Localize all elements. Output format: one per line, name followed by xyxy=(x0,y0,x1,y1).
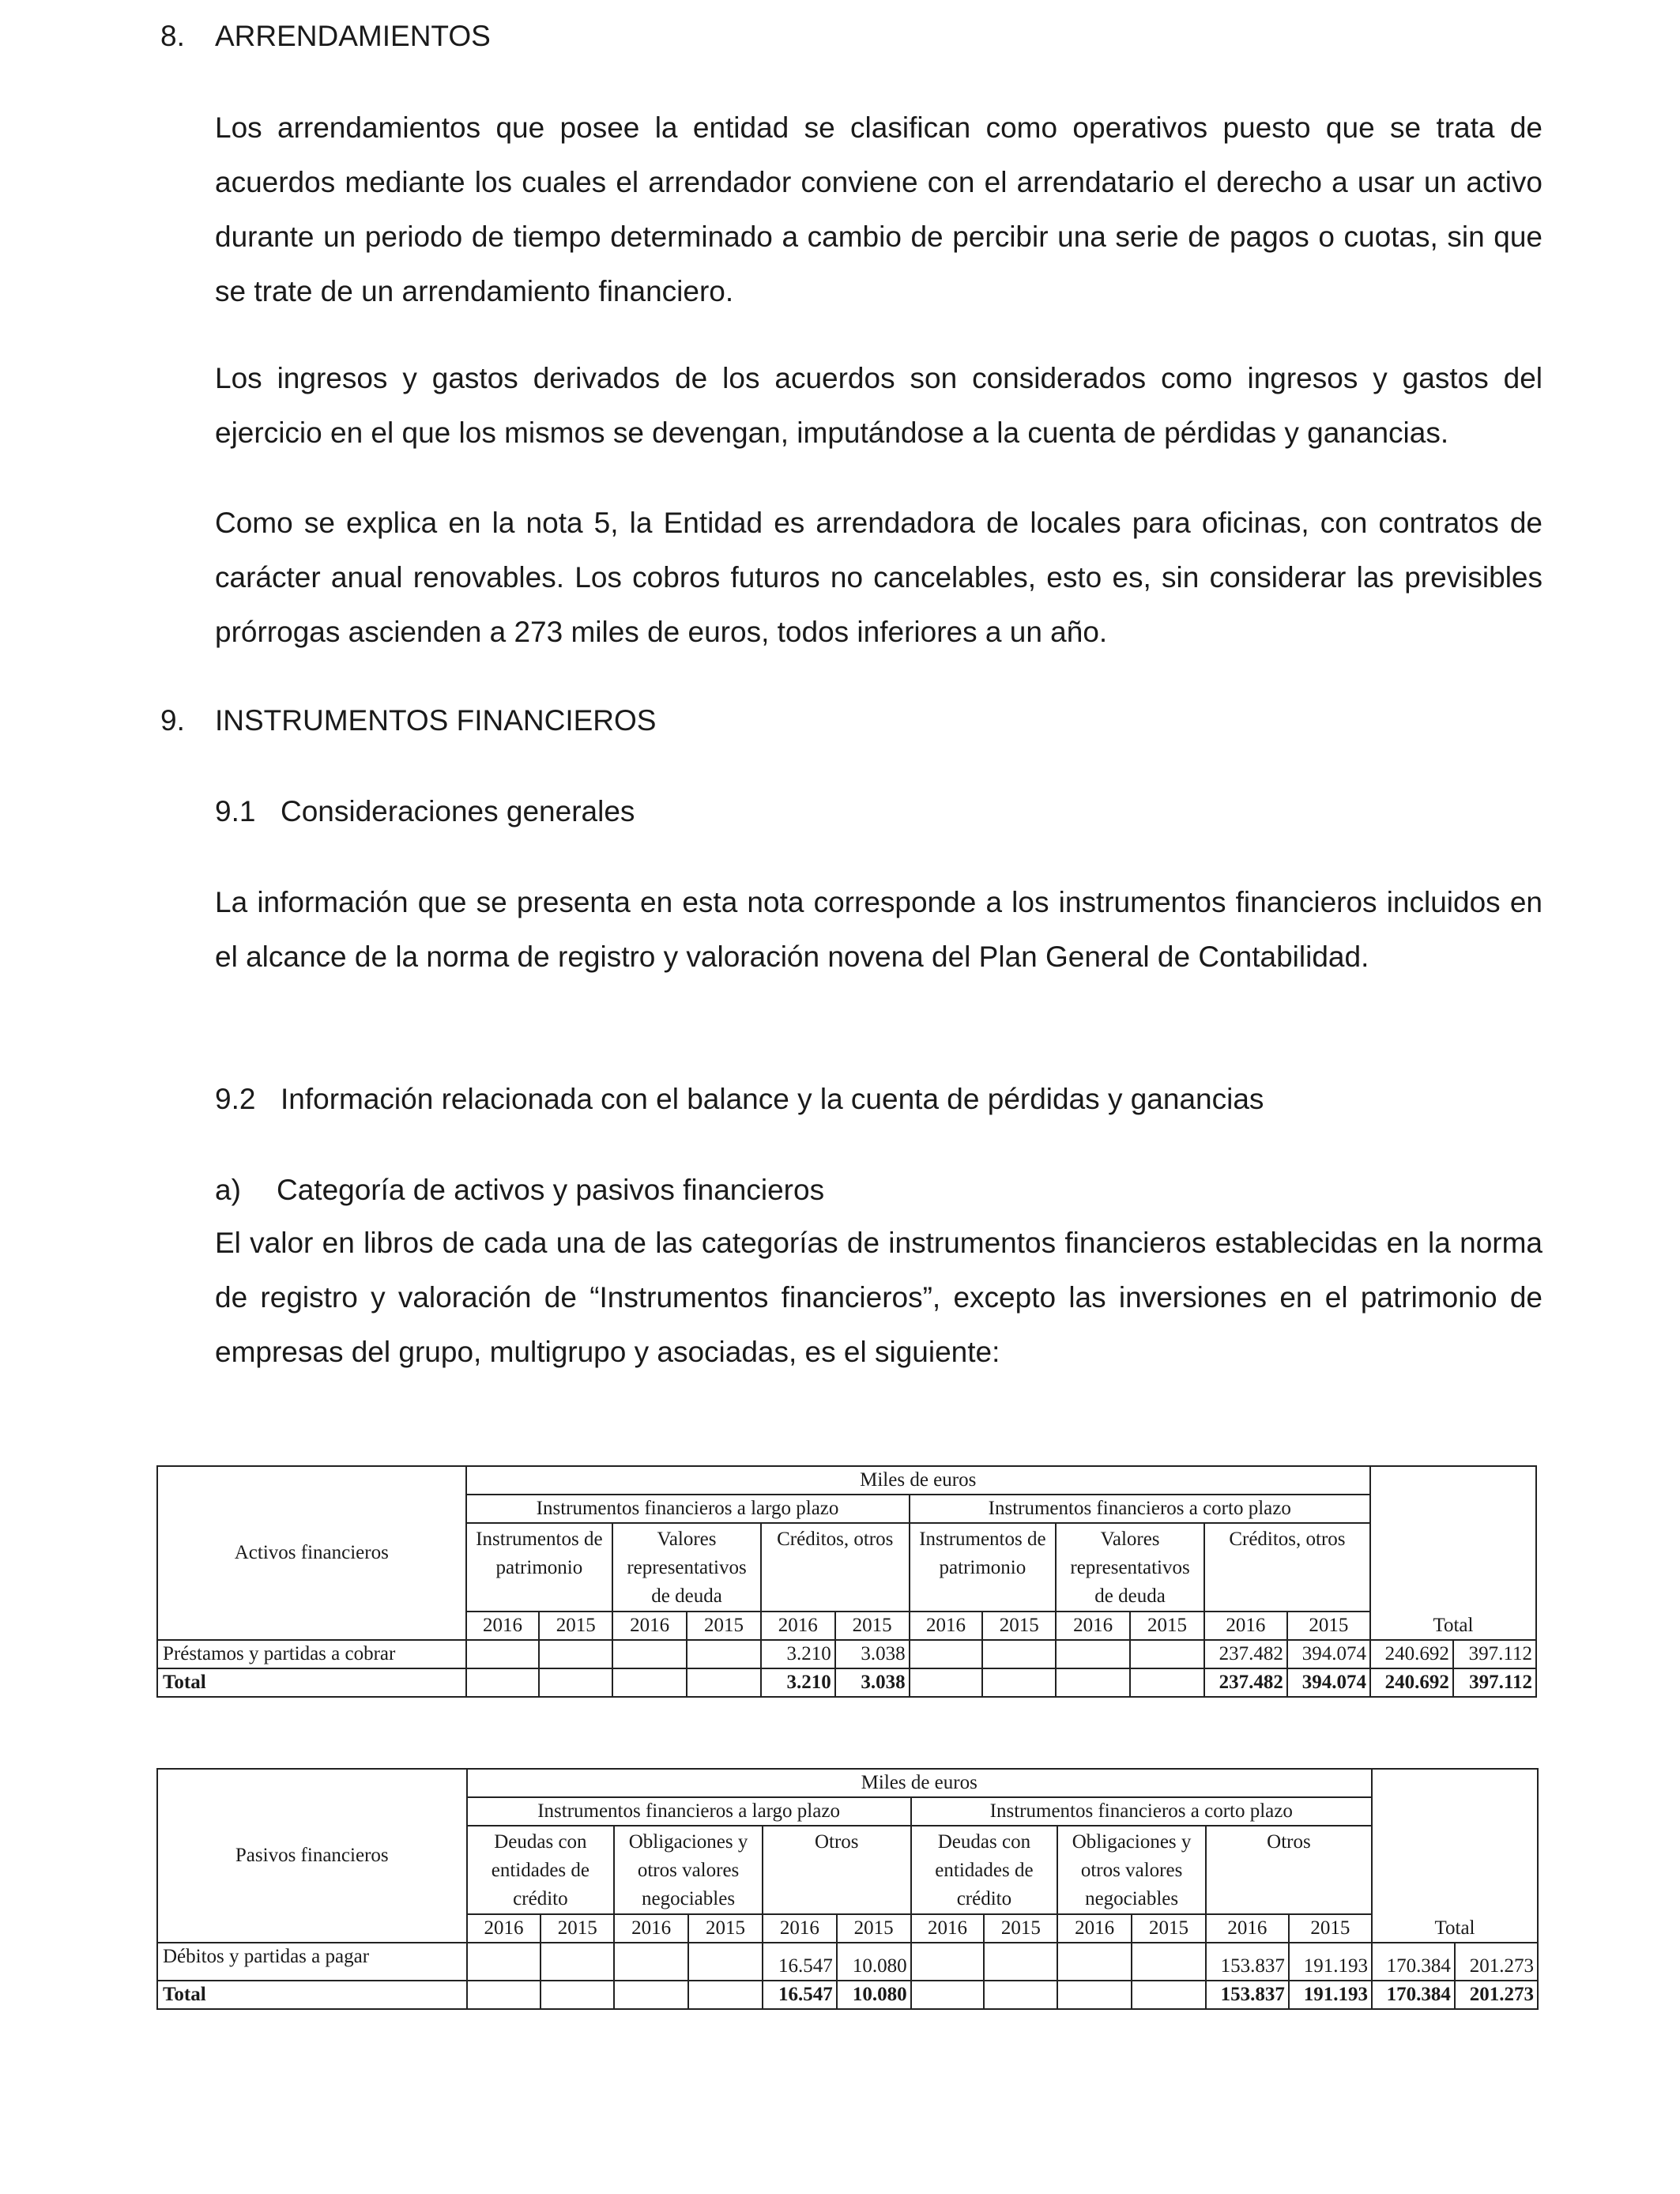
section-9-number: 9. xyxy=(160,704,185,737)
table-cell xyxy=(1132,1981,1206,2009)
table-cell xyxy=(614,1981,688,2009)
table-cell xyxy=(612,1668,687,1697)
table-row-label: Préstamos y partidas a cobrar xyxy=(157,1640,466,1668)
table-cell xyxy=(688,1981,763,2009)
activos-long-term-header: Instrumentos financieros a largo plazo xyxy=(466,1495,910,1523)
table-cell xyxy=(1057,1943,1132,1981)
pasivos-st-otros-header: Otros xyxy=(1206,1826,1372,1914)
table-cell xyxy=(687,1668,761,1697)
table-cell xyxy=(614,1943,688,1981)
table-cell xyxy=(612,1640,687,1668)
item-a-paragraph: El valor en libros de cada una de las categorías de instrumentos financieros establecidas en la norma de registro y valoración de “Instrumentos financieros”, excepto las inversiones en el patrimonio de empresas del grupo, multigrupo y asociadas, es el siguiente: xyxy=(215,1227,1543,1368)
table-cell: 16.547 xyxy=(763,1981,837,2009)
table-cell: 394.074 xyxy=(1287,1668,1370,1697)
subsection-9-2-number: 9.2 xyxy=(215,1083,256,1115)
year-header: 2016 xyxy=(911,1914,985,1943)
year-header: 2016 xyxy=(1057,1914,1132,1943)
table-cell xyxy=(539,1640,612,1668)
year-header: 2016 xyxy=(467,1914,541,1943)
year-header: 2015 xyxy=(835,1612,910,1640)
pasivos-lt-deudas-header: Deudas con entidades de crédito xyxy=(467,1826,615,1914)
table-cell xyxy=(1057,1981,1132,2009)
year-header: 2015 xyxy=(541,1914,614,1943)
section-8-title: ARRENDAMIENTOS xyxy=(215,20,491,52)
table-cell xyxy=(541,1981,614,2009)
activos-row-header: Activos financieros xyxy=(157,1466,466,1640)
year-header: 2015 xyxy=(1132,1914,1206,1943)
pasivos-lt-otros-header: Otros xyxy=(763,1826,911,1914)
pasivos-unit-header: Miles de euros xyxy=(467,1769,1372,1797)
table-cell xyxy=(1056,1640,1130,1668)
pasivos-st-deudas-header: Deudas con entidades de crédito xyxy=(911,1826,1058,1914)
subsection-9-1-title: Consideraciones generales xyxy=(281,795,635,827)
section-8-paragraph-1: Los arrendamientos que posee la entidad se clasifican como operativos puesto que se trata de acuerdos mediante los cuales el arrendador conviene con el arrendatario el derecho a usar un activo durante un periodo de tiempo determinado a cambio de percibir una serie de pagos o cuotas, sin que se trate de un arrendamiento financiero. xyxy=(215,111,1543,307)
year-header: 2015 xyxy=(688,1914,763,1943)
table-cell xyxy=(984,1943,1057,1981)
pasivos-long-term-header: Instrumentos financieros a largo plazo xyxy=(467,1797,911,1826)
activos-short-term-header: Instrumentos financieros a corto plazo xyxy=(910,1495,1370,1523)
activos-total-header: Total xyxy=(1370,1466,1536,1640)
table-cell: 170.384 xyxy=(1372,1981,1455,2009)
table-cell xyxy=(911,1943,985,1981)
table-cell: 201.273 xyxy=(1455,1943,1538,1981)
section-9-title: INSTRUMENTOS FINANCIEROS xyxy=(215,704,657,737)
table-cell: 237.482 xyxy=(1204,1640,1287,1668)
section-8-paragraph-3: Como se explica en la nota 5, la Entidad es arrendadora de locales para oficinas, con contratos de carácter anual renovables. Los cobros futuros no cancelables, esto es, sin considerar las previsibles prórrogas ascienden a 273 miles de euros, todos inferiores a un año. xyxy=(215,507,1543,648)
year-header: 2015 xyxy=(1130,1612,1204,1640)
table-cell xyxy=(688,1943,763,1981)
table-cell: 191.193 xyxy=(1289,1981,1372,2009)
table-cell: 3.038 xyxy=(835,1640,910,1668)
table-cell: 397.112 xyxy=(1453,1640,1536,1668)
table-cell xyxy=(1130,1668,1204,1697)
table-cell xyxy=(910,1640,983,1668)
table-cell: 397.112 xyxy=(1453,1668,1536,1697)
pasivos-st-obligaciones-header: Obligaciones y otros valores negociables xyxy=(1057,1826,1206,1914)
activos-lt-patrimonio-header: Instrumentos de patrimonio xyxy=(466,1523,613,1612)
table-row-total-label: Total xyxy=(157,1668,466,1697)
table-cell: 3.210 xyxy=(761,1668,835,1697)
year-header: 2016 xyxy=(1206,1914,1289,1943)
item-a-title: Categoría de activos y pasivos financieros xyxy=(277,1174,825,1206)
table-cell: 240.692 xyxy=(1370,1640,1453,1668)
activos-financieros-table xyxy=(156,1465,1537,1698)
year-header: 2016 xyxy=(466,1612,540,1640)
activos-st-patrimonio-header: Instrumentos de patrimonio xyxy=(910,1523,1057,1612)
table-cell: 3.210 xyxy=(761,1640,835,1668)
table-cell: 394.074 xyxy=(1287,1640,1370,1668)
year-header: 2016 xyxy=(1056,1612,1130,1640)
table-cell xyxy=(984,1981,1057,2009)
table-cell xyxy=(1130,1640,1204,1668)
year-header: 2015 xyxy=(837,1914,911,1943)
table-cell: 3.038 xyxy=(835,1668,910,1697)
pasivos-row-header: Pasivos financieros xyxy=(157,1769,467,1943)
table-cell: 201.273 xyxy=(1455,1981,1538,2009)
table-cell xyxy=(539,1668,612,1697)
year-header: 2015 xyxy=(984,1914,1057,1943)
subsection-9-2-title: Información relacionada con el balance y la cuenta de pérdidas y ganancias xyxy=(281,1083,1264,1115)
section-8-number: 8. xyxy=(160,20,185,52)
table-row-total-label: Total xyxy=(157,1981,467,2009)
table-cell: 240.692 xyxy=(1370,1668,1453,1697)
subsection-9-1-number: 9.1 xyxy=(215,795,256,827)
year-header: 2015 xyxy=(539,1612,612,1640)
table-cell xyxy=(911,1981,985,2009)
year-header: 2015 xyxy=(687,1612,761,1640)
table-cell xyxy=(687,1640,761,1668)
table-cell: 237.482 xyxy=(1204,1668,1287,1697)
table-cell: 10.080 xyxy=(837,1943,911,1981)
table-cell xyxy=(982,1640,1056,1668)
table-cell xyxy=(466,1668,540,1697)
section-8-paragraph-2: Los ingresos y gastos derivados de los acuerdos son considerados como ingresos y gastos del ejercicio en el que los mismos se devengan, imputándose a la cuenta de pérdidas y ganancias. xyxy=(215,362,1543,449)
table-cell: 16.547 xyxy=(763,1943,837,1981)
table-cell: 153.837 xyxy=(1206,1943,1289,1981)
table-cell: 170.384 xyxy=(1372,1943,1455,1981)
table-cell xyxy=(1132,1943,1206,1981)
item-a-number: a) xyxy=(215,1174,241,1206)
activos-st-valores-header: Valores representativos de deuda xyxy=(1056,1523,1204,1612)
table-row-label: Débitos y partidas a pagar xyxy=(157,1943,467,1981)
year-header: 2016 xyxy=(1204,1612,1287,1640)
year-header: 2016 xyxy=(614,1914,688,1943)
table-cell xyxy=(467,1981,541,2009)
subsection-9-1-paragraph: La información que se presenta en esta nota corresponde a los instrumentos financieros incluidos en el alcance de la norma de registro y valoración novena del Plan General de Contabilidad. xyxy=(215,886,1543,973)
pasivos-short-term-header: Instrumentos financieros a corto plazo xyxy=(911,1797,1372,1826)
table-cell xyxy=(467,1943,541,1981)
year-header: 2016 xyxy=(761,1612,835,1640)
year-header: 2015 xyxy=(1289,1914,1372,1943)
table-cell xyxy=(1056,1668,1130,1697)
year-header: 2016 xyxy=(910,1612,983,1640)
activos-lt-creditos-header: Créditos, otros xyxy=(761,1523,910,1612)
table-cell xyxy=(466,1640,540,1668)
table-cell: 153.837 xyxy=(1206,1981,1289,2009)
activos-unit-header: Miles de euros xyxy=(466,1466,1370,1495)
table-cell xyxy=(910,1668,983,1697)
year-header: 2015 xyxy=(1287,1612,1370,1640)
pasivos-lt-obligaciones-header: Obligaciones y otros valores negociables xyxy=(614,1826,763,1914)
year-header: 2015 xyxy=(982,1612,1056,1640)
pasivos-total-header: Total xyxy=(1372,1769,1538,1943)
year-header: 2016 xyxy=(612,1612,687,1640)
pasivos-financieros-table xyxy=(156,1768,1539,2010)
table-cell: 10.080 xyxy=(837,1981,911,2009)
activos-st-creditos-header: Créditos, otros xyxy=(1204,1523,1370,1612)
activos-lt-valores-header: Valores representativos de deuda xyxy=(612,1523,761,1612)
table-cell xyxy=(541,1943,614,1981)
table-cell: 191.193 xyxy=(1289,1943,1372,1981)
table-cell xyxy=(982,1668,1056,1697)
year-header: 2016 xyxy=(763,1914,837,1943)
